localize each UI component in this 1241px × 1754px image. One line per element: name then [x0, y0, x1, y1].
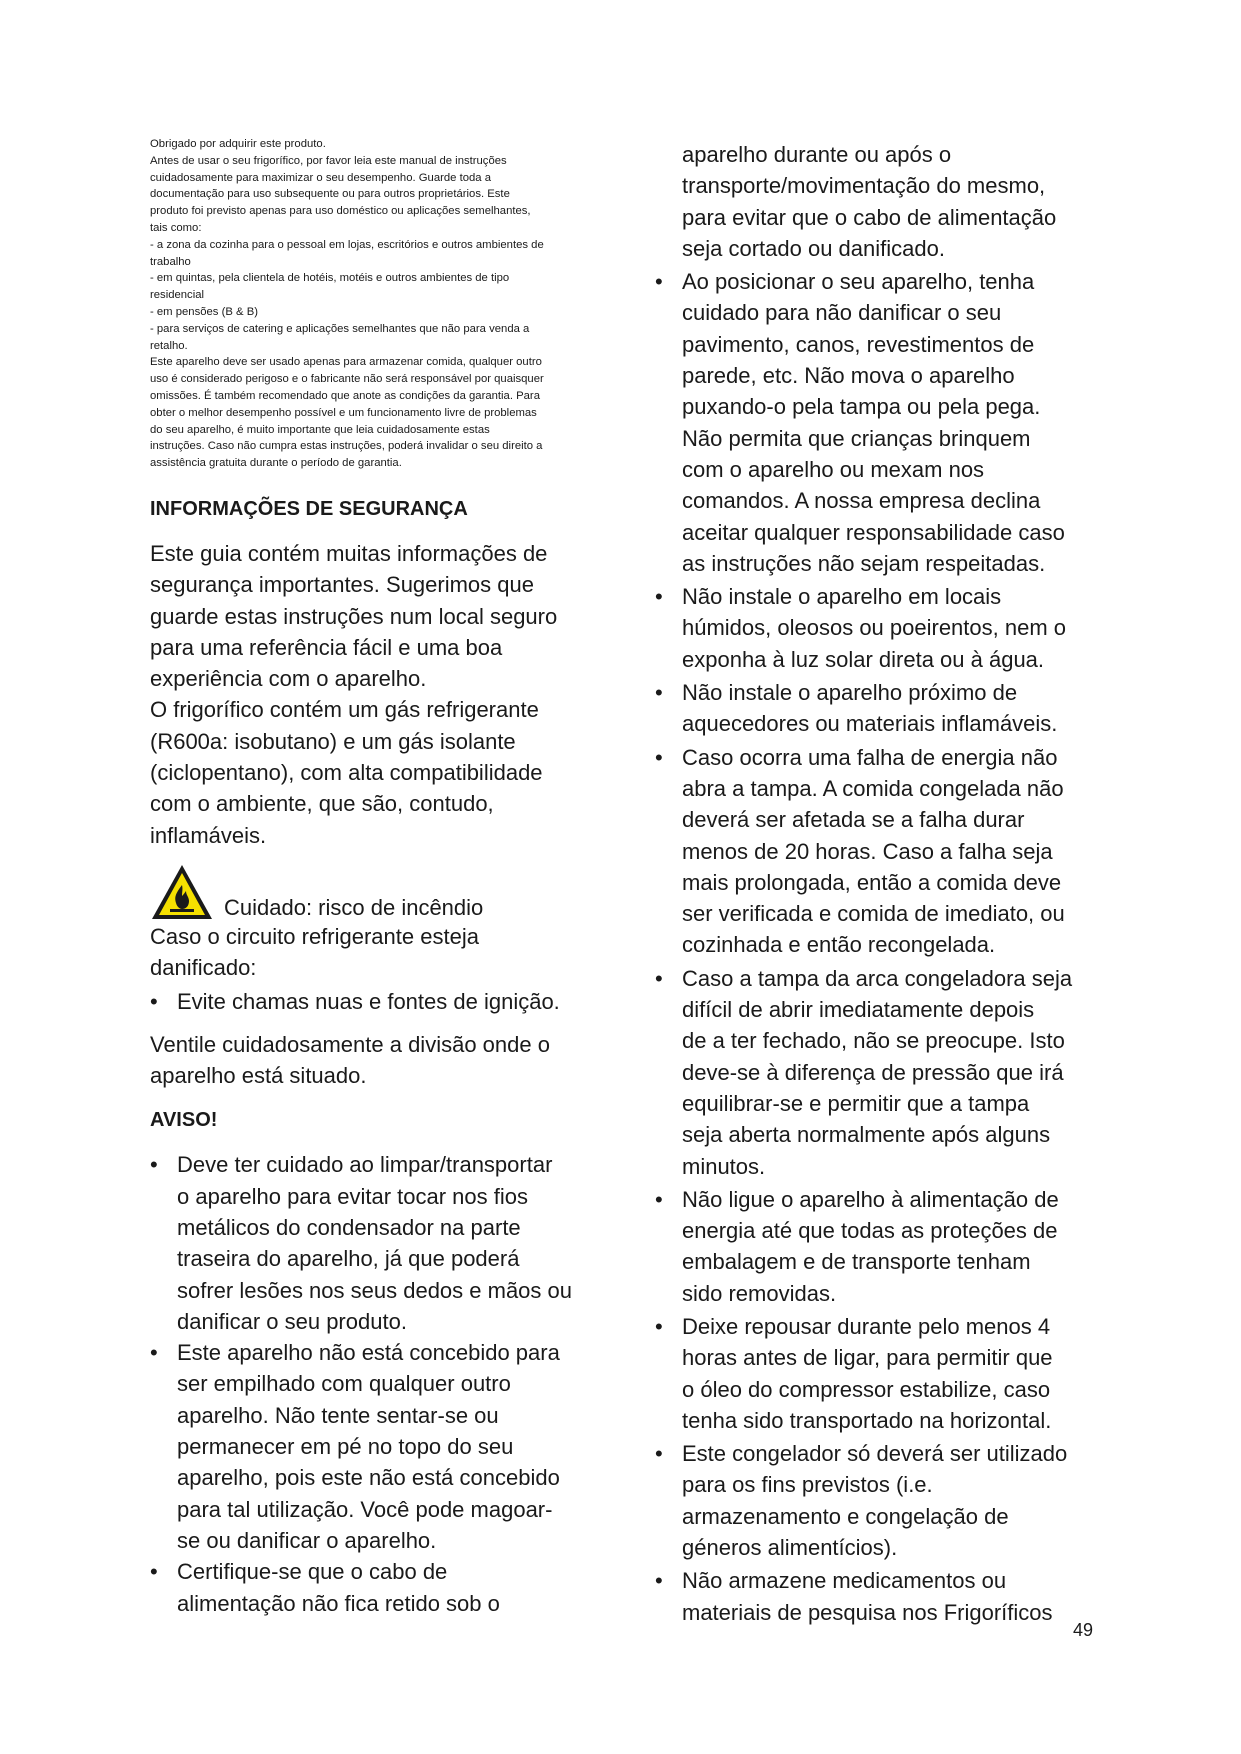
circuit-line: Caso o circuito refrigerante esteja	[150, 923, 479, 949]
list-item: • Evite chamas nuas e fontes de ignição.	[150, 986, 590, 1017]
ventilate-line: Ventile cuidadosamente a divisão onde o	[150, 1031, 550, 1057]
intro-line: retalho.	[150, 339, 188, 352]
continuation-line: aparelho durante ou após o	[682, 142, 952, 167]
intro-line: uso é considerado perigoso e o fabricante não será responsável por quaisquer	[150, 373, 544, 386]
intro-line: produto foi previsto apenas para uso doméstico ou aplicações semelhantes,	[150, 205, 531, 218]
intro-line: assistência gratuita durante o período de garantia.	[150, 457, 402, 470]
intro-line: - a zona da cozinha para o pessoal em lojas, escritórios e outros ambientes de	[150, 238, 544, 251]
intro-line: Obrigado por adquirir este produto.	[150, 138, 326, 150]
intro-line: obter o melhor desempenho possível e um funcionamento livre de problemas	[150, 406, 537, 419]
safety-guide-paragraph	[150, 538, 590, 851]
guide-line: segurança importantes. Sugerimos que	[150, 572, 534, 598]
guide-line: com o ambiente, que são, contudo,	[150, 791, 494, 817]
intro-line: tais como:	[150, 221, 202, 234]
fire-warning-row	[150, 863, 590, 921]
left-column	[150, 136, 590, 1619]
list-item: • Certifique-se que o cabo de alimentação não fica retido sob o	[150, 1556, 590, 1619]
aviso-bullet-list	[150, 1149, 590, 1618]
guide-line: (R600a: isobutano) e um gás isolante	[150, 728, 516, 754]
right-column	[655, 139, 1105, 1628]
guide-line: guarde estas instruções num local seguro	[150, 603, 558, 629]
flammable-warning-icon	[150, 863, 214, 921]
intro-line: do seu aparelho, é muito importante que leia cuidadosamente estas	[150, 423, 490, 436]
ventilate-line: aparelho está situado.	[150, 1063, 367, 1089]
list-item: • Ao posicionar o seu aparelho, tenha cuidado para não danificar o seu pavimento, canos, revestimentos de parede, etc. Não mova o aparelho puxando-o pela tampa ou pela pega. Não permita que crianças brinquem com o aparelho ou mexam nos comandos. A nossa empresa declina aceitar qualquer responsabilidade caso as instruções não sejam respeitadas.	[655, 266, 1105, 579]
list-item: • Não instale o aparelho próximo de aquecedores ou materiais inflamáveis.	[655, 677, 1105, 740]
continuation-line: seja cortado ou danificado.	[682, 235, 945, 261]
continuation-line: transporte/movimentação do mesmo,	[682, 173, 1046, 199]
intro-line: cuidadosamente para maximizar o seu desempenho. Guarde toda a	[150, 171, 491, 184]
intro-line: - em pensões (B & B)	[150, 305, 258, 318]
intro-line: - em quintas, pela clientela de hotéis, motéis e outros ambientes de tipo	[150, 272, 510, 285]
continuation-line: para evitar que o cabo de alimentação	[682, 204, 1057, 230]
list-item: • Este aparelho não está concebido para ser empilhado com qualquer outro aparelho. Não tente sentar-se ou permanecer em pé no topo do seu aparelho, pois este não está concebido para tal utilização. Você pode magoar- se ou danificar o aparelho.	[150, 1337, 590, 1556]
list-item: • Deixe repousar durante pelo menos 4 horas antes de ligar, para permitir que o óleo do compressor estabilize, caso tenha sido transportado na horizontal.	[655, 1311, 1105, 1436]
list-item: • Não ligue o aparelho à alimentação de energia até que todas as proteções de embalagem e de transporte tenham sido removidas.	[655, 1184, 1105, 1309]
guide-line: (ciclopentano), com alta compatibilidade	[150, 760, 543, 786]
circuit-bullet-list	[150, 986, 590, 1017]
circuit-line: danificado:	[150, 955, 257, 981]
list-item: • Caso ocorra uma falha de energia não abra a tampa. A comida congelada não deverá ser afetada se a falha durar menos de 20 horas. Caso a falha seja mais prolongada, então a comida deve ser verificada e comida de imediato, ou cozinhada e então recongelada.	[655, 742, 1105, 961]
fire-warning-text: Cuidado: risco de incêndio	[224, 894, 484, 920]
aviso-heading: AVISO!	[150, 1109, 218, 1132]
safety-heading: INFORMAÇÕES DE SEGURANÇA	[150, 497, 468, 520]
list-item: • Caso a tampa da arca congeladora seja difícil de abrir imediatamente depois de a ter fechado, não se preocupe. Isto deve-se à diferença de pressão que irá equilibrar-se e permitir que a tampa seja aberta normalmente após alguns minutos.	[655, 963, 1105, 1182]
guide-line: experiência com o aparelho.	[150, 666, 427, 692]
right-bullet-list	[655, 266, 1105, 1628]
intro-line: documentação para uso subsequente ou para outros proprietários. Este	[150, 188, 510, 201]
guide-line: inflamáveis.	[150, 822, 267, 848]
intro-line: - para serviços de catering e aplicações semelhantes que não para venda a	[150, 322, 530, 335]
intro-line: instruções. Caso não cumpra estas instruções, poderá invalidar o seu direito a	[150, 440, 543, 453]
guide-line: O frigorífico contém um gás refrigerante	[150, 697, 539, 723]
list-item: • Não instale o aparelho em locais húmidos, oleosos ou poeirentos, nem o exponha à luz solar direta ou à água.	[655, 581, 1105, 675]
guide-line: Este guia contém muitas informações de	[150, 540, 548, 566]
guide-line: para uma referência fácil e uma boa	[150, 634, 503, 660]
ventilate-paragraph	[150, 1029, 590, 1092]
intro-line: omissões. É também recomendado que anote as condições da garantia. Para	[150, 389, 540, 402]
intro-line: Este aparelho deve ser usado apenas para armazenar comida, qualquer outro	[150, 356, 542, 369]
list-item: • Este congelador só deverá ser utilizado para os fins previstos (i.e. armazenamento e congelação de géneros alimentícios).	[655, 1438, 1105, 1563]
list-item: • Deve ter cuidado ao limpar/transportar o aparelho para evitar tocar nos fios metálicos do condensador na parte traseira do aparelho, já que poderá sofrer lesões nos seus dedos e mãos ou danificar o seu produto.	[150, 1149, 590, 1337]
intro-line: trabalho	[150, 255, 191, 268]
intro-line: residencial	[150, 289, 205, 302]
page-number: 49	[1073, 1620, 1094, 1640]
list-item: • Não armazene medicamentos ou materiais de pesquisa nos Frigoríficos	[655, 1565, 1105, 1628]
intro-line: Antes de usar o seu frigorífico, por favor leia este manual de instruções	[150, 154, 507, 167]
intro-paragraph	[150, 136, 590, 472]
